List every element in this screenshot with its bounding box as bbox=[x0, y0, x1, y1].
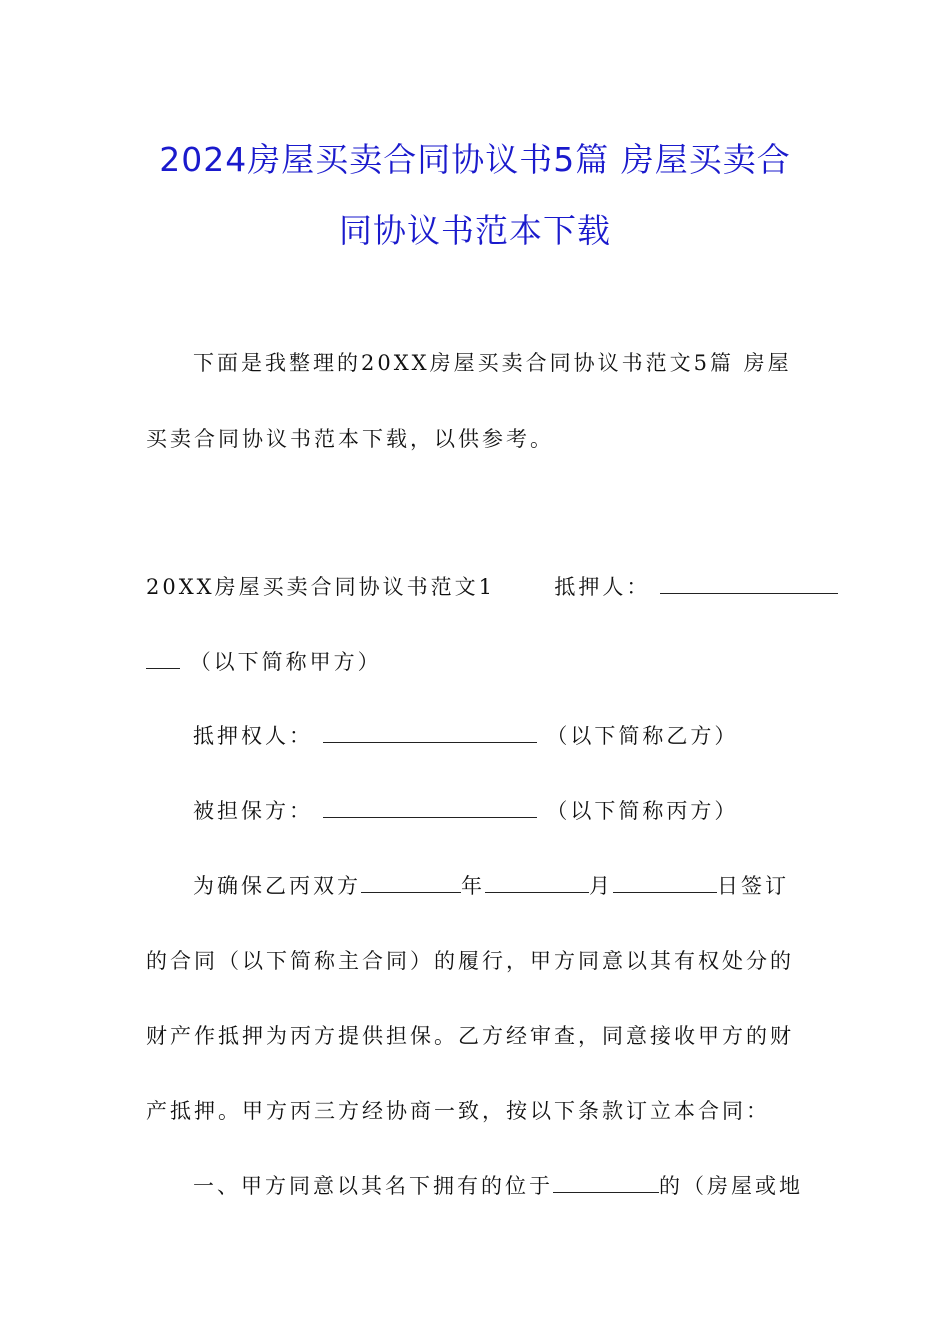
clause-1-end: 的（房屋或地 bbox=[659, 1174, 803, 1198]
guaranteed-row bbox=[193, 795, 738, 825]
p1-year: 年 bbox=[461, 874, 485, 898]
paragraph-1-line-3: 财产作抵押为丙方提供担保。乙方经审查，同意接收甲方的财 bbox=[146, 1024, 794, 1048]
paragraph-1-line-4: 产抵押。甲方丙三方经协商一致，按以下条款订立本合同： bbox=[146, 1099, 770, 1123]
intro-line-2: 买卖合同协议书范本下载，以供参考。 bbox=[146, 427, 554, 451]
section-heading-row bbox=[146, 571, 838, 601]
document-title-line-2: 同协议书范本下载 bbox=[339, 211, 611, 250]
party-a-row bbox=[146, 646, 382, 676]
day-blank bbox=[613, 874, 717, 893]
paragraph-1-line-2: 的合同（以下简称主合同）的履行，甲方同意以其有权处分的 bbox=[146, 949, 794, 973]
paragraph-1-line-1 bbox=[193, 870, 789, 900]
location-blank bbox=[553, 1174, 659, 1193]
guaranteed-label: 被担保方： bbox=[193, 799, 313, 823]
month-blank bbox=[485, 874, 589, 893]
p1-month: 月 bbox=[589, 874, 613, 898]
p1-start: 为确保乙丙双方 bbox=[193, 874, 361, 898]
mortgagee-blank bbox=[323, 724, 537, 743]
mortgagor-blank-continued bbox=[146, 650, 180, 669]
year-blank bbox=[361, 874, 461, 893]
p1-day-sign: 日签订 bbox=[717, 874, 789, 898]
mortgagee-label: 抵押权人： bbox=[193, 724, 313, 748]
document-title-line-1: 2024房屋买卖合同协议书5篇 房屋买卖合 bbox=[159, 140, 791, 179]
clause-1-row bbox=[193, 1170, 803, 1200]
mortgagor-label: 抵押人： bbox=[554, 575, 651, 599]
intro-line-1: 下面是我整理的20XX房屋买卖合同协议书范文5篇 房屋 bbox=[193, 351, 792, 375]
mortgagor-blank bbox=[660, 575, 838, 594]
party-a-note: （以下简称甲方） bbox=[189, 650, 382, 674]
mortgagee-row bbox=[193, 720, 738, 750]
party-b-note: （以下简称乙方） bbox=[546, 724, 739, 748]
clause-1-start: 一、甲方同意以其名下拥有的位于 bbox=[193, 1174, 553, 1198]
party-c-note: （以下简称丙方） bbox=[546, 799, 739, 823]
section-heading: 20XX房屋买卖合同协议书范文1 bbox=[146, 575, 495, 599]
guaranteed-blank bbox=[323, 799, 537, 818]
